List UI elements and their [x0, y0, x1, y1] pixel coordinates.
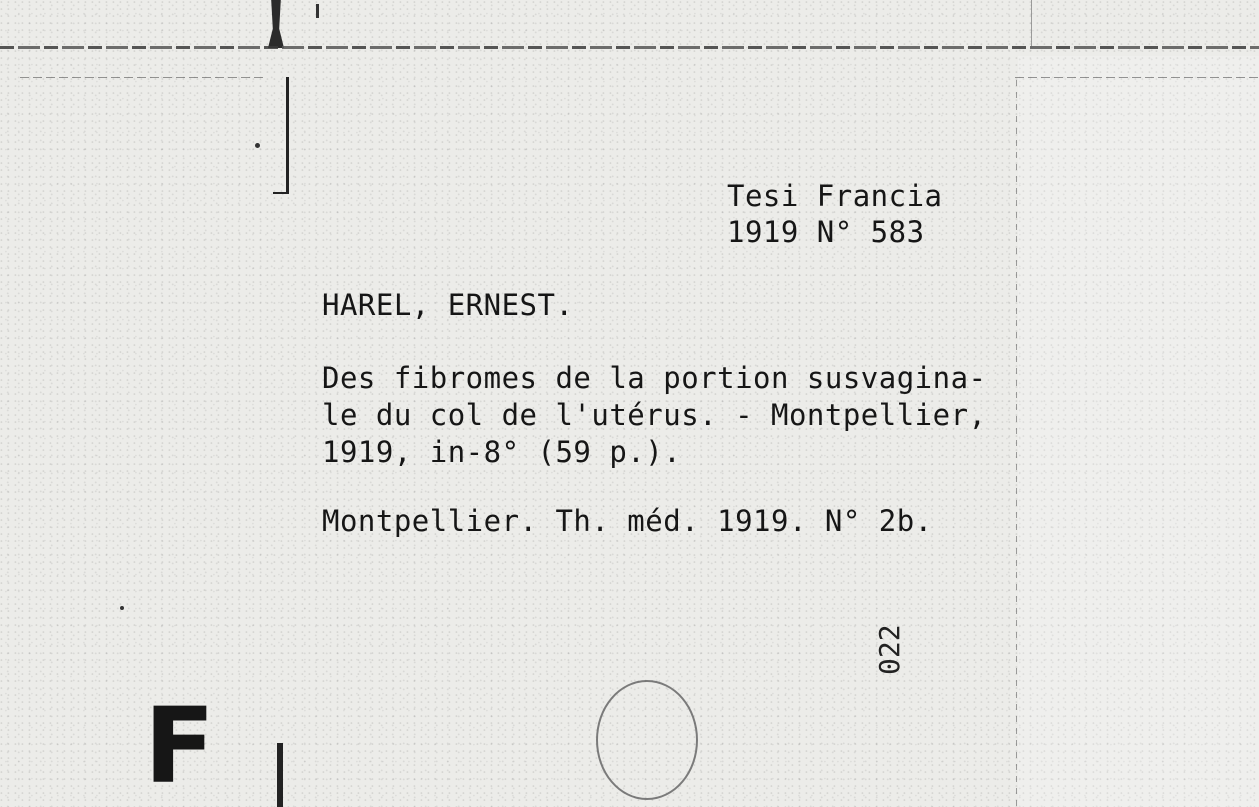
speck-dot	[120, 606, 124, 610]
speck-dot	[255, 143, 260, 148]
call-number-line-1: Tesi Francia	[727, 179, 943, 213]
thesis-note: Montpellier. Th. méd. 1919. N° 2b.	[322, 504, 933, 538]
right-dashed-rule	[1015, 77, 1259, 78]
right-margin-panel	[1018, 56, 1259, 807]
call-number	[727, 178, 943, 250]
top-right-tick	[1031, 0, 1032, 48]
top-tick-mark	[316, 4, 319, 18]
bottom-edge-mark	[277, 743, 283, 807]
title-line-3: 1919, in-8° (59 p.).	[322, 435, 682, 469]
title-line-2: le du col de l'utérus. - Montpellier,	[322, 398, 987, 432]
index-letter: F	[144, 685, 216, 807]
right-margin-line	[1016, 80, 1017, 807]
stamp-number: 022	[873, 624, 906, 675]
title-line-1: Des fibromes de la portion susvagina-	[322, 361, 987, 395]
top-edge-rule	[0, 46, 1259, 49]
top-clip-mark	[268, 0, 284, 48]
corner-bracket	[273, 77, 289, 194]
author-heading: HAREL, ERNEST.	[322, 288, 574, 322]
left-dashed-rule	[20, 77, 265, 78]
punch-hole-circle	[596, 680, 698, 800]
call-number-line-2: 1919 N° 583	[727, 215, 925, 249]
